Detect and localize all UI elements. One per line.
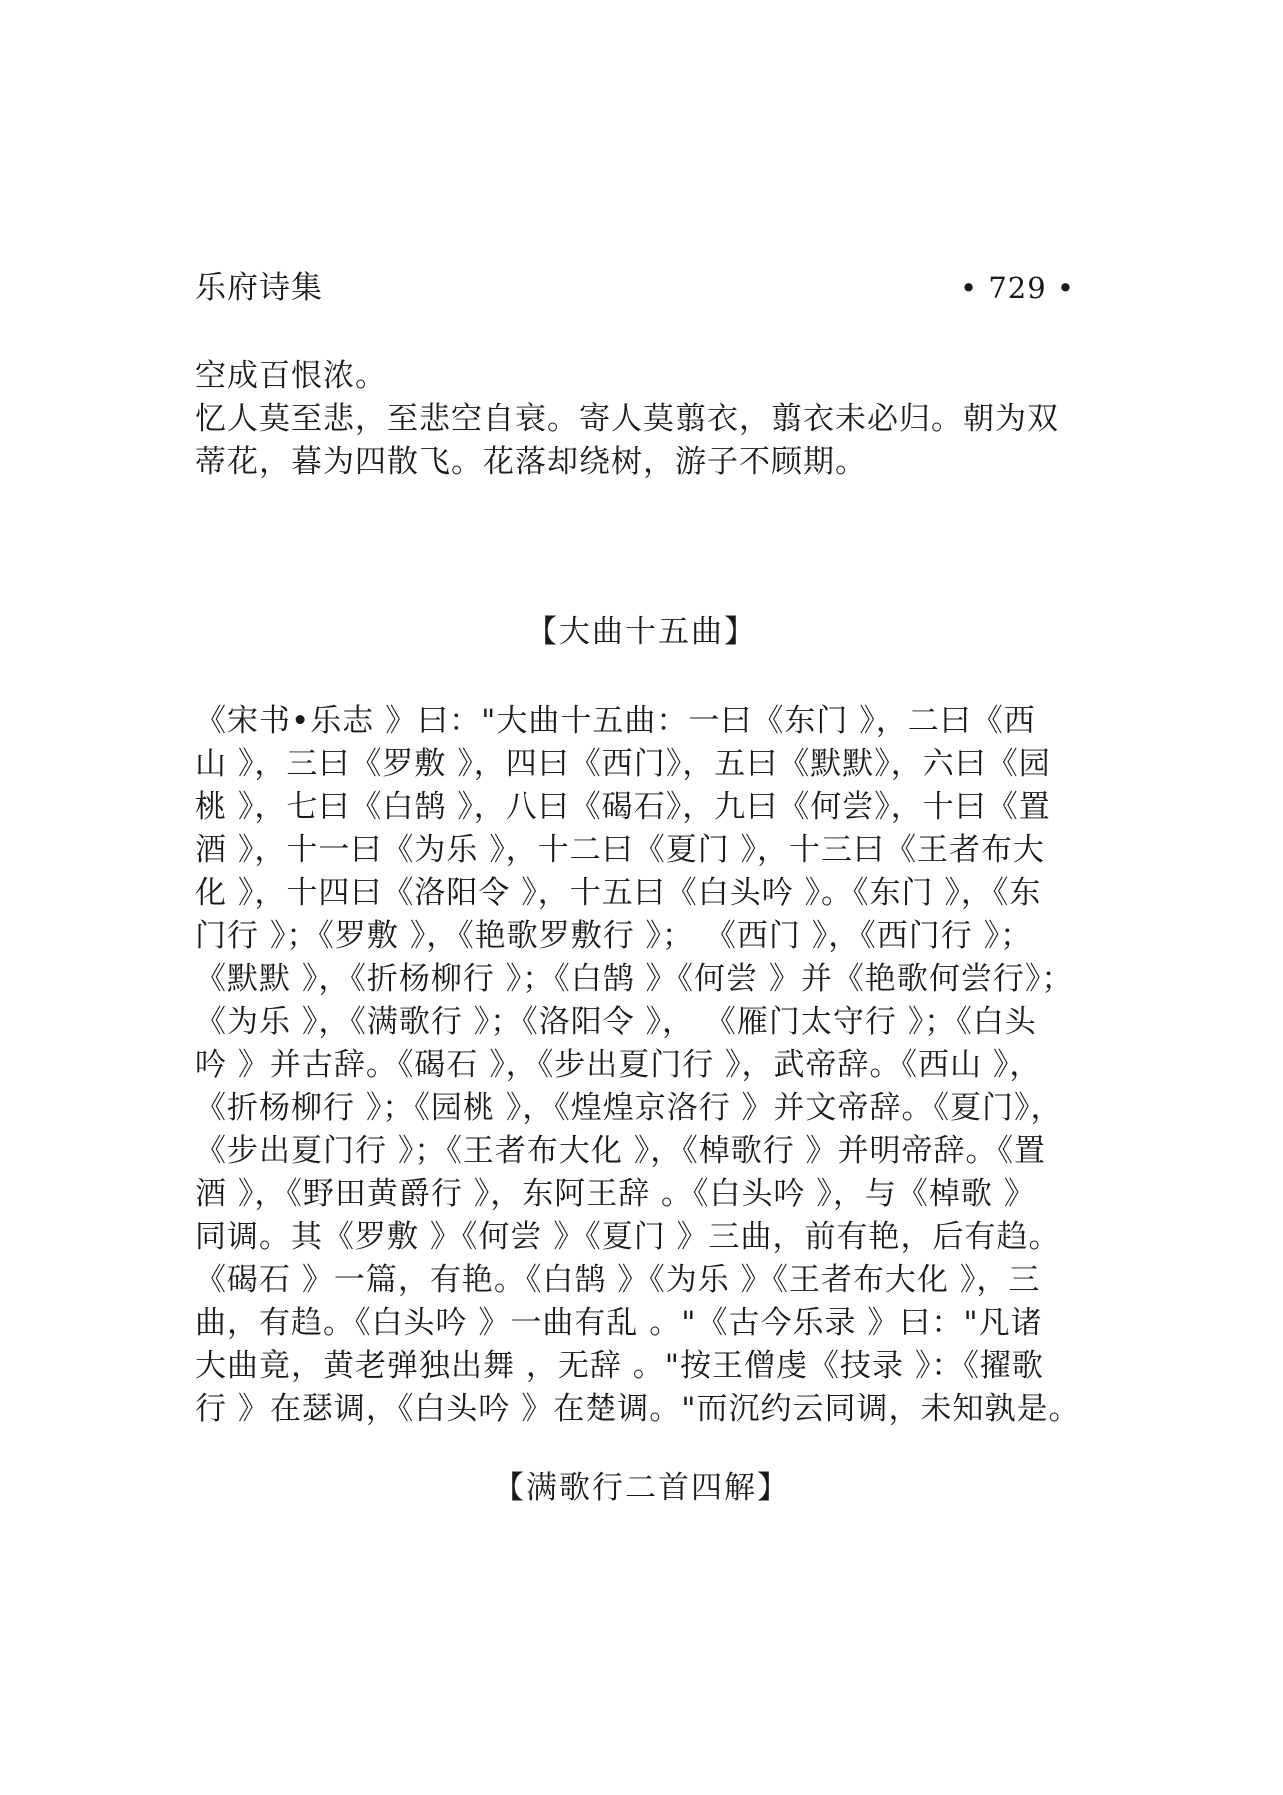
body-line: 桃 》，七曰《白鹄 》，八曰《碣石》，九曰《何尝》，十曰《置 xyxy=(195,789,1051,825)
page-header xyxy=(195,268,1075,308)
body-line: 同调。其《罗敷 》《何尝 》《夏门 》三曲，前有艳，后有趋。 xyxy=(195,1219,1061,1255)
page-number: • 729 • xyxy=(960,271,1075,305)
body-line: 大曲竟，黄老弹独出舞 ，无辞 。"按王僧虔《技录 》：《擢歌 xyxy=(195,1348,1044,1384)
body-line: 吟 》并古辞。《碣石 》，《步出夏门行 》，武帝辞。《西山 》， xyxy=(195,1047,1042,1083)
body-line: 《默默 》，《折杨柳行 》；《白鹄 》《何尝 》并《艳歌何尝行》； xyxy=(195,961,1074,997)
book-title: 乐府诗集 xyxy=(195,270,323,306)
body-line: 行 》在瑟调，《白头吟 》在楚调。"而沉约云同调，未知孰是。 xyxy=(195,1391,1081,1427)
poem-line: 蒂花，暮为四散飞。花落却绕树，游子不顾期。 xyxy=(195,444,867,480)
poem-continuation xyxy=(195,355,1085,484)
body-line: 《为乐 》，《满歌行 》；《洛阳令 》， 《雁门太守行 》；《白头 xyxy=(195,1004,1037,1040)
body-line: 《步出夏门行 》；《王者布大化 》，《棹歌行 》并明帝辞。《置 xyxy=(195,1133,1047,1169)
body-line: 《宋书•乐志 》曰："大曲十五曲：一曰《东门 》，二曰《西 xyxy=(195,703,1036,739)
body-line: 化 》，十四曰《洛阳令 》，十五曰《白头吟 》。《东门 》，《东 xyxy=(195,875,1042,911)
poem-line: 空成百恨浓。 xyxy=(195,358,387,394)
section-heading-mangexing: 【满歌行二首四解】 xyxy=(493,1470,790,1506)
body-line: 《折杨柳行 》；《园桃 》，《煌煌京洛行 》并文帝辞。《夏门》， xyxy=(195,1090,1063,1126)
body-line: 门行 》；《罗敷 》，《艳歌罗敷行 》； 《西门 》，《西门行 》； xyxy=(195,918,1033,954)
body-line: 山 》，三曰《罗敷 》，四曰《西门》，五曰《默默》，六曰《园 xyxy=(195,746,1051,782)
body-line: 曲，有趋。《白头吟 》一曲有乱 。"《古今乐录 》曰："凡诸 xyxy=(195,1305,1043,1341)
body-line: 酒 》，十一曰《为乐 》，十二曰《夏门 》，十三曰《王者布大 xyxy=(195,832,1046,868)
poem-line: 忆人莫至悲，至悲空自衰。寄人莫翦衣，翦衣未必归。朝为双 xyxy=(195,401,1059,437)
body-line: 酒 》，《野田黄爵行 》，东阿王辞 。《白头吟 》，与《棹歌 》 xyxy=(195,1176,1036,1212)
section-heading-daqu: 【大曲十五曲】 xyxy=(526,614,757,650)
body-line: 《碣石 》一篇，有艳。《白鹄 》《为乐 》《王者布大化 》，三 xyxy=(195,1262,1041,1298)
section-body-daqu xyxy=(195,700,1085,1431)
